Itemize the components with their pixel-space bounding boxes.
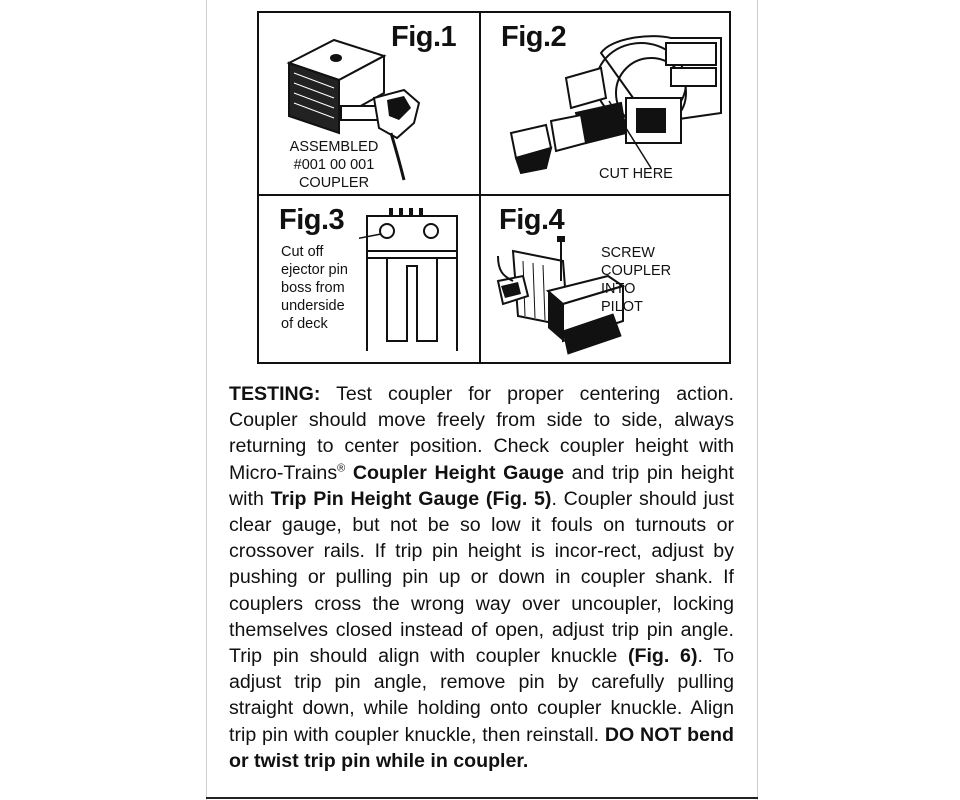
figure-3-title: Fig.3	[279, 204, 345, 236]
caption-line: PILOT	[601, 299, 643, 315]
caption-line: underside	[281, 298, 345, 314]
testing-heading: TESTING:	[229, 383, 321, 405]
figure-1-panel	[259, 13, 481, 196]
bold-run: Coupler Height Gauge	[352, 461, 565, 484]
caption-line: ejector pin	[281, 262, 348, 278]
testing-instructions	[229, 381, 734, 774]
text-run: Test coupler for proper centering action. Coupler should move freely from side to side, always returning to center position. Check coupler height with Micro-Trains	[229, 383, 734, 484]
caption-line: #001 00 001	[293, 157, 375, 173]
bold-run: Trip Pin Height Gauge (Fig. 5)	[270, 487, 552, 510]
figure-4-title: Fig.4	[499, 204, 565, 236]
registered-mark: ®	[337, 462, 346, 475]
figure-2-title: Fig.2	[501, 21, 567, 53]
left-margin-line	[206, 0, 207, 800]
testing-paragraph	[229, 381, 734, 774]
figure-1-title: Fig.1	[391, 21, 457, 53]
figure-3-caption	[281, 243, 348, 333]
caption-line: boss from	[281, 280, 345, 296]
text-run: and trip pin height with	[229, 461, 734, 510]
figure-3-panel	[259, 196, 481, 362]
caption-line: COUPLER	[298, 175, 370, 191]
figure-4-caption	[601, 244, 671, 316]
deck-underside-drawing	[359, 206, 469, 356]
text-run: . To adjust trip pin angle, remove pin by carefully pulling straight down, while holding onto coupler knuckle. Align trip pin with coupler knuckle, then reinstall.	[229, 645, 734, 746]
right-margin-line	[757, 0, 758, 800]
coupler-exploded-drawing	[491, 23, 726, 183]
bold-run: (Fig. 6)	[627, 645, 698, 668]
caption-line: INTO	[601, 281, 636, 297]
bottom-rule	[206, 797, 758, 799]
caption-line: COUPLER	[601, 263, 672, 279]
figure-2-panel	[481, 13, 729, 196]
caption-line: ASSEMBLED	[289, 139, 379, 155]
warning-text: DO NOT bend or twist trip pin while in coupler.	[229, 723, 734, 772]
figure-grid	[257, 11, 731, 364]
caption-line: Cut off	[281, 244, 324, 260]
caption-line: SCREW	[601, 245, 655, 261]
text-run	[345, 462, 353, 484]
figure-2-caption: CUT HERE	[599, 166, 673, 182]
text-run: . Coupler should just clear gauge, but not be so low it fouls on turnouts or crossover rails. If trip pin height is incor-rect, adjust by pushing or pulling pin up or down in coupler shank. If couplers cross the wrong way over uncoupler, locking themselves closed instead of open, adjust trip pin angle. Trip pin should align with coupler knuckle	[229, 487, 734, 668]
figure-4-panel	[481, 196, 729, 362]
figure-1-caption	[279, 138, 389, 192]
caption-line: of deck	[281, 316, 328, 332]
